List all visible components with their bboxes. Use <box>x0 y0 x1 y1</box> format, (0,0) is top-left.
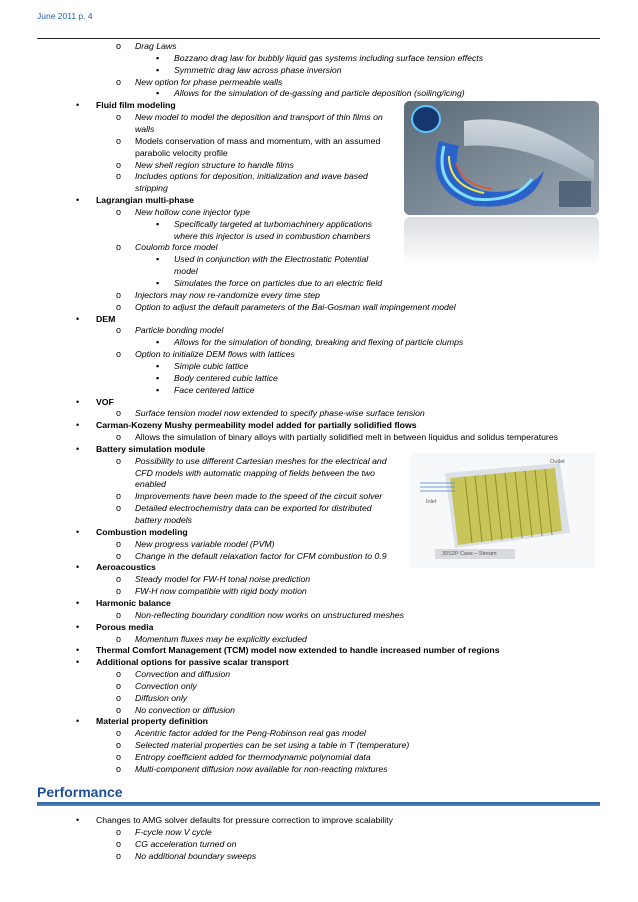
list-item: battery models <box>135 515 192 525</box>
bullet-circle: o <box>116 491 122 502</box>
list-item: Option to initialize DEM flows with lattices <box>135 349 295 360</box>
list-item: CG acceleration turned on <box>135 838 237 849</box>
list-item: New shell region structure to handle films <box>135 159 294 170</box>
list-item: enabled <box>135 479 166 490</box>
bullet-circle: o <box>116 159 122 170</box>
list-item: Coulomb force model <box>135 242 218 253</box>
bullet-circle: o <box>116 633 122 644</box>
bullet-circle: o <box>116 826 122 837</box>
list-item: Option to adjust the default parameters of the Bai-Gosman wall impingement model <box>135 301 456 312</box>
list-item: Change in the default relaxation factor for CFM combustion to 0.9 <box>135 550 387 561</box>
list-item: Allows the simulation of binary alloys with partially solidified melt in between liquidus and solidus temperatures <box>135 432 559 443</box>
list-item: FW-H now compatible with rigid body motion <box>135 586 307 597</box>
list-item: Entropy coefficient added for thermodynamic polynomial data <box>135 752 371 762</box>
list-item: Particle bonding model <box>135 325 224 336</box>
list-item: Carman-Kozeny Mushy permeability model added for partially solidified flows <box>96 420 417 431</box>
bullet-circle: o <box>116 740 122 751</box>
bullet-disc: • <box>76 313 80 324</box>
list-item: Fluid film modeling <box>96 100 176 111</box>
list-item: parabolic velocity profile <box>135 147 228 158</box>
bullet-circle: o <box>116 503 122 514</box>
list-item: Diffusion only <box>135 692 188 703</box>
bullet-circle: o <box>116 728 122 739</box>
bullet-circle: o <box>116 574 122 585</box>
battery-illustration <box>410 453 595 568</box>
list-item: Material property definition <box>96 716 208 727</box>
bullet-circle: o <box>116 206 122 217</box>
list-item: New option for phase permeable walls <box>135 76 283 87</box>
bullet-circle: o <box>116 586 122 597</box>
bullet-circle: o <box>116 242 122 253</box>
list-item: New model to model the deposition and transport of thin films on <box>135 112 383 123</box>
bullet-circle: o <box>116 692 122 703</box>
bullet-disc: • <box>76 526 80 537</box>
bullet-disc: • <box>76 657 80 668</box>
list-item: Symmetric drag law across phase inversion <box>174 64 342 75</box>
list-item: Momentum fluxes may be explicitly excluded <box>135 633 307 644</box>
bullet-circle: o <box>116 763 122 774</box>
list-item: Improvements have been made to the speed of the circuit solver <box>135 491 383 502</box>
bullet-circle: o <box>116 289 122 300</box>
page-header: June 2011 p. 4 <box>37 11 93 21</box>
inlet-label: Inlet <box>426 499 437 505</box>
bullet-circle: o <box>116 349 122 360</box>
list-item: Non-reflecting boundary condition now works on unstructured meshes <box>135 609 404 620</box>
list-item: Surface tension model now extended to specify phase-wise surface tension <box>135 408 425 419</box>
bullet-circle: o <box>116 680 122 691</box>
bullet-disc: • <box>76 815 80 825</box>
list-item: Used in conjunction with the Electrostatic Potential <box>174 254 369 265</box>
bullet-circle: o <box>116 76 122 87</box>
header-rule <box>37 38 600 39</box>
list-item: DEM <box>96 313 116 324</box>
list-item: Simple cubic lattice <box>174 360 249 371</box>
bullet-circle: o <box>116 609 122 620</box>
case-label: 30S2P Case – Stream <box>442 551 497 557</box>
bullet-circle: o <box>116 669 122 680</box>
list-item: Body centered cubic lattice <box>174 372 278 383</box>
bullet-circle: o <box>116 550 122 561</box>
bullet-disc: • <box>76 396 80 407</box>
bullet-disc: • <box>76 621 80 632</box>
list-item: Convection and diffusion <box>135 669 231 680</box>
bullet-circle: o <box>116 838 122 849</box>
list-item: New progress variable model (PVM) <box>135 538 275 549</box>
list-item: Harmonic balance <box>96 597 171 608</box>
list-item: Additional options for passive scalar transport <box>96 657 289 668</box>
bullet-circle: o <box>116 112 122 123</box>
list-item: Detailed electrochemistry data can be exported for distributed <box>135 503 372 514</box>
bullet-square: ▪ <box>156 88 160 99</box>
list-item: Drag Laws <box>135 41 177 51</box>
list-item: Thermal Comfort Management (TCM) model now extended to handle increased number of regions <box>96 645 500 656</box>
bullet-square: ▪ <box>156 254 160 265</box>
list-item: Selected material properties can be set using a table in T (temperature) <box>135 740 410 751</box>
list-item: Face centered lattice <box>174 384 255 395</box>
bullet-disc: • <box>76 420 80 431</box>
list-item: Models conservation of mass and momentum, with an assumed <box>135 135 381 146</box>
list-item: where this injector is used in combustion chambers <box>174 230 371 241</box>
bullet-square: ▪ <box>156 372 160 383</box>
bullet-square: ▪ <box>156 384 160 395</box>
list-item: Aeroacoustics <box>96 562 156 573</box>
bullet-disc: • <box>76 645 80 656</box>
section-rule <box>37 802 600 806</box>
bullet-square: ▪ <box>156 64 160 75</box>
fluid-film-figure <box>404 101 599 215</box>
list-item: Combustion modeling <box>96 526 188 537</box>
list-item: Injectors may now re-randomize every time step <box>135 289 320 300</box>
bullet-circle: o <box>116 171 122 182</box>
list-item: Changes to AMG solver defaults for pressure correction to improve scalability <box>96 815 393 825</box>
list-item: Convection only <box>135 680 197 691</box>
list-item: stripping <box>135 183 168 194</box>
list-item: No convection or diffusion <box>135 704 235 715</box>
list-item: No additional boundary sweeps <box>135 850 257 861</box>
bullet-square: ▪ <box>156 278 160 288</box>
bullet-circle: o <box>116 301 122 312</box>
list-item: CFD models with automatic mapping of fields between the two <box>135 467 375 478</box>
bullet-circle: o <box>116 135 122 146</box>
list-item: Battery simulation module <box>96 443 206 454</box>
list-item: Bozzano drag law for bubbly liquid gas systems including surface tension effects <box>174 52 484 63</box>
list-item: Allows for the simulation of bonding, breaking and flexing of particle clumps <box>174 337 464 348</box>
list-item: Simulates the force on particles due to an electric field <box>174 278 383 288</box>
bullet-square: ▪ <box>156 337 160 348</box>
bullet-disc: • <box>76 100 80 111</box>
bullet-circle: o <box>116 752 122 762</box>
list-item: Steady model for FW-H tonal noise prediction <box>135 574 311 585</box>
bullet-circle: o <box>116 408 122 419</box>
bullet-disc: • <box>76 562 80 573</box>
bullet-circle: o <box>116 850 122 861</box>
bullet-circle: o <box>116 41 122 51</box>
list-item: Lagrangian multi-phase <box>96 195 194 206</box>
list-item: Possibility to use different Cartesian meshes for the electrical and <box>135 455 387 466</box>
bullet-disc: • <box>76 716 80 727</box>
bullet-circle: o <box>116 325 122 336</box>
fluid-film-illustration <box>404 101 599 215</box>
bullet-circle: o <box>116 432 122 443</box>
bullet-disc: • <box>76 597 80 608</box>
section-title: Performance <box>37 784 123 800</box>
bullet-square: ▪ <box>156 218 160 229</box>
list-item: walls <box>135 123 155 134</box>
list-item: Specifically targeted at turbomachinery applications <box>174 218 372 229</box>
bullet-circle: o <box>116 704 122 715</box>
list-item: F-cycle now V cycle <box>135 826 212 837</box>
battery-figure <box>410 453 595 568</box>
bullet-circle: o <box>116 455 122 466</box>
list-item: Includes options for deposition, initialization and wave based <box>135 171 368 182</box>
figure-reflection <box>404 217 599 267</box>
outlet-label: Outlet <box>550 459 565 465</box>
list-item: Multi-component diffusion now available for non-reacting mixtures <box>135 763 388 774</box>
list-item: Allows for the simulation of de-gassing and particle deposition (soiling/icing) <box>174 88 465 99</box>
list-item: New hollow cone injector type <box>135 206 250 217</box>
bullet-disc: • <box>76 443 80 454</box>
bullet-disc: • <box>76 195 80 206</box>
list-item: Acentric factor added for the Peng-Robinson real gas model <box>135 728 366 739</box>
bullet-square: ▪ <box>156 52 160 63</box>
bullet-square: ▪ <box>156 360 160 371</box>
bullet-circle: o <box>116 538 122 549</box>
list-item: model <box>174 266 198 277</box>
list-item: Porous media <box>96 621 154 632</box>
list-item: VOF <box>96 396 114 407</box>
